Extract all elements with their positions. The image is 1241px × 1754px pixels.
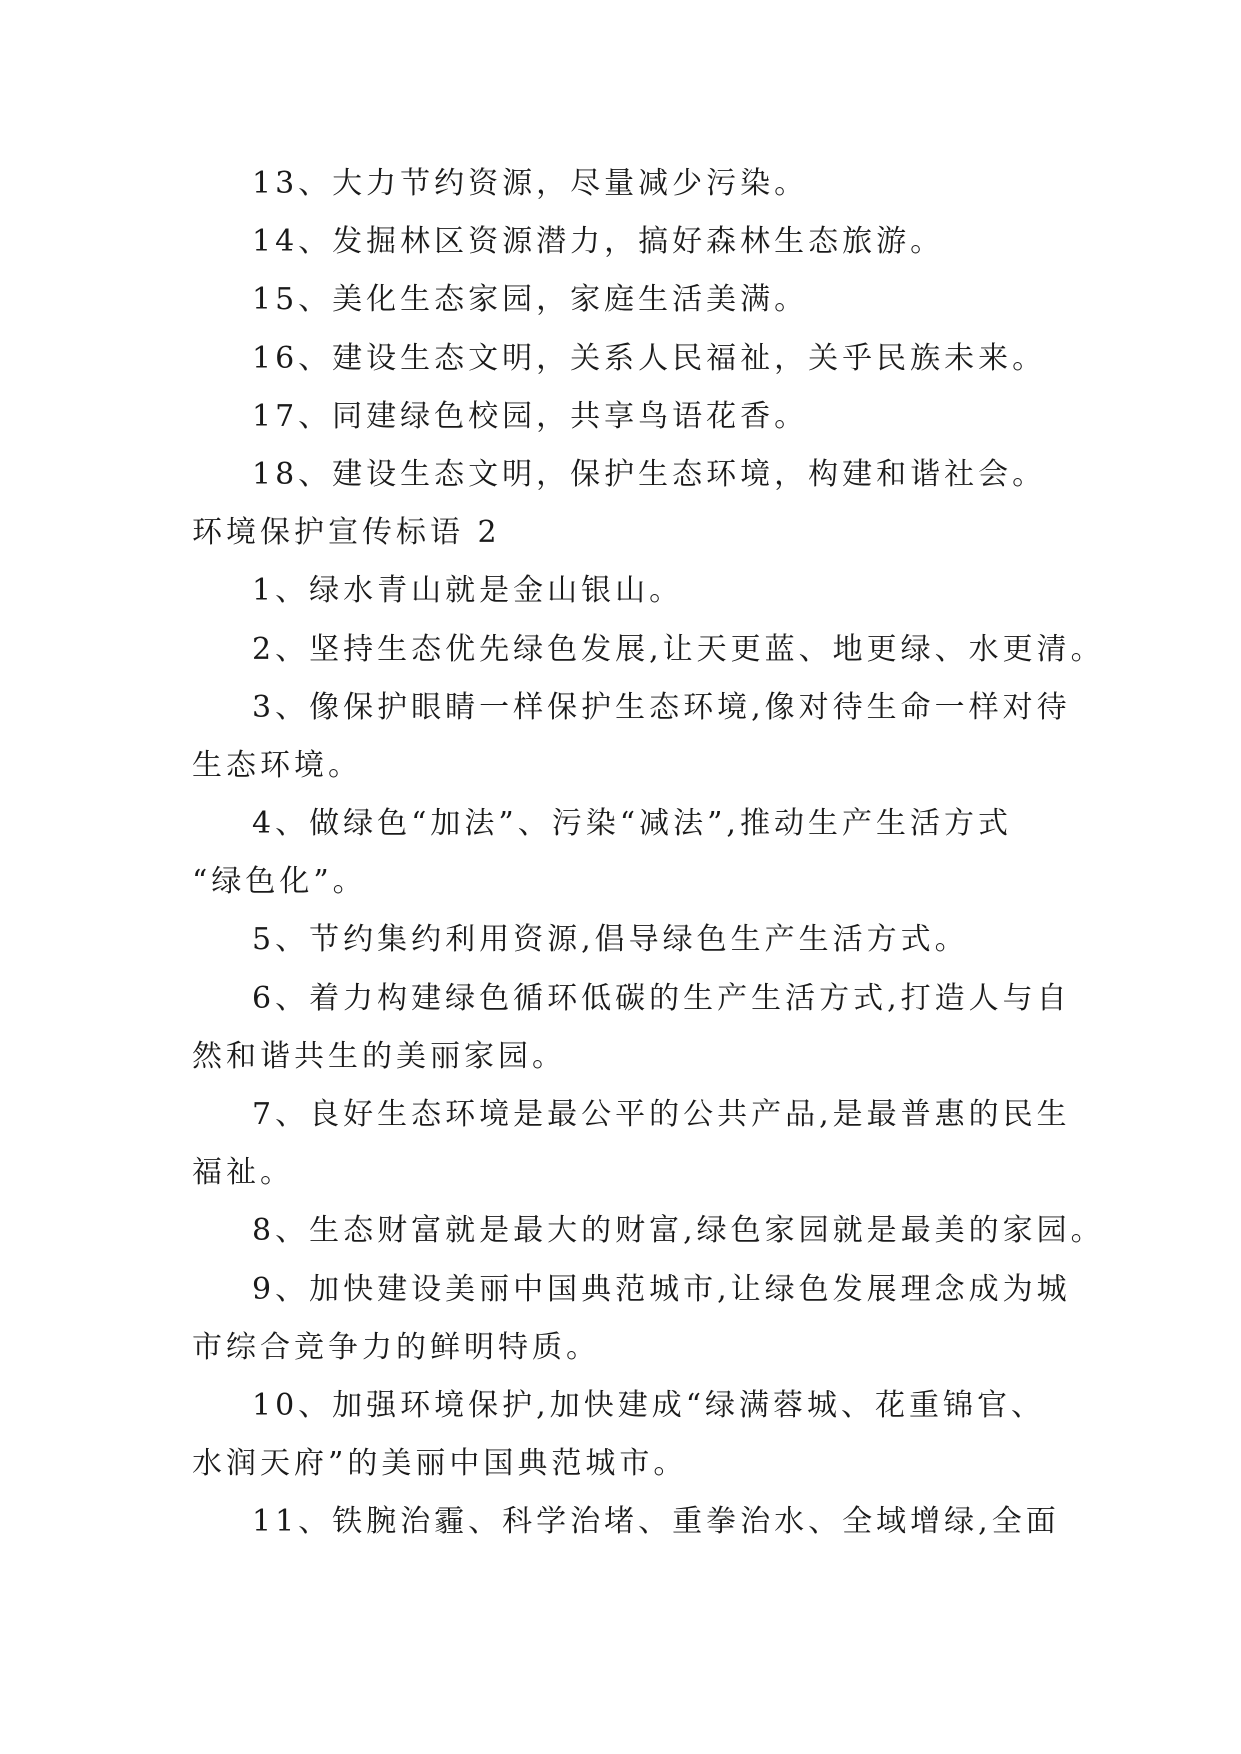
document-body: [192, 155, 1105, 1552]
text-line: 7、良好生态环境是最公平的公共产品,是最普惠的民生: [252, 1097, 1071, 1132]
text-line: 5、节约集约利用资源,倡导绿色生产生活方式。: [252, 922, 969, 958]
text-line: 市综合竞争力的鲜明特质。: [192, 1329, 600, 1365]
text-line: 10、加强环境保护,加快建成“绿满蓉城、花重锦官、: [252, 1387, 1046, 1423]
text-line: 然和谐共生的美丽家园。: [192, 1038, 566, 1074]
text-line: 18、建设生态文明，保护生态环境，构建和谐社会。: [252, 456, 1047, 492]
text-line: 3、像保护眼睛一样保护生态环境,像对待生命一样对待: [252, 689, 1071, 725]
text-line: 14、发掘林区资源潜力，搞好森林生态旅游。: [252, 224, 945, 260]
text-line: 11、铁腕治霾、科学治堵、重拳治水、全域增绿,全面: [252, 1504, 1060, 1540]
text-line: “绿色化”。: [192, 864, 367, 900]
text-line: 17、同建绿色校园，共享鸟语花香。: [252, 398, 809, 434]
text-line: 6、着力构建绿色循环低碳的生产生活方式,打造人与自: [252, 980, 1071, 1016]
text-line: 9、加快建设美丽中国典范城市,让绿色发展理念成为城: [252, 1271, 1071, 1307]
text-line: 16、建设生态文明，关系人民福祉，关乎民族未来。: [252, 340, 1047, 376]
text-line: 8、生态财富就是最大的财富,绿色家园就是最美的家园。: [252, 1213, 1105, 1249]
text-line: 福祉。: [192, 1155, 294, 1191]
text-line: 4、做绿色“加法”、污染“减法”,推动生产生活方式: [252, 806, 1012, 842]
section-heading: 环境保护宣传标语 2: [192, 515, 501, 551]
text-line: 水润天府”的美丽中国典范城市。: [192, 1446, 688, 1482]
text-line: 2、坚持生态优先绿色发展,让天更蓝、地更绿、水更清。: [252, 631, 1105, 667]
text-line: 1、绿水青山就是金山银山。: [252, 573, 684, 609]
text-line: 13、大力节约资源，尽量减少污染。: [252, 166, 809, 201]
text-line: 生态环境。: [192, 747, 362, 783]
text-line: 15、美化生态家园，家庭生活美满。: [252, 282, 809, 318]
